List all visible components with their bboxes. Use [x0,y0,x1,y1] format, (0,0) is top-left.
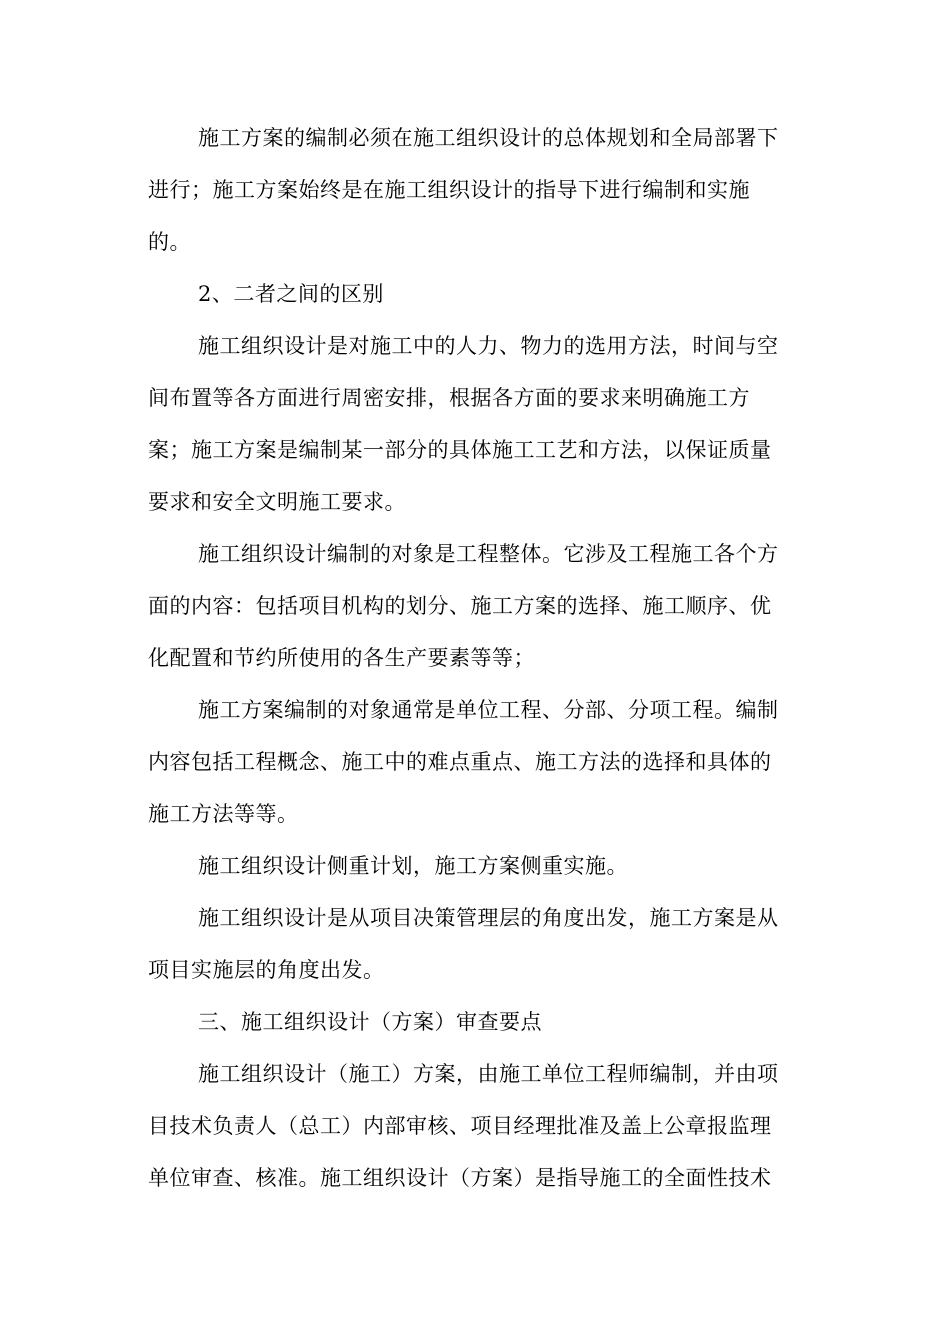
paragraph-line: 间布置等各方面进行周密安排，根据各方面的要求来明确施工方 [148,386,750,410]
paragraph-line: 的。 [148,230,191,254]
paragraph-line: 施工方案编制的对象通常是单位工程、分部、分项工程。编制 [198,698,779,722]
paragraph-line: 单位审查、核准。施工组织设计（方案）是指导施工的全面性技术 [148,1166,772,1190]
paragraph-line: 进行；施工方案始终是在施工组织设计的指导下进行编制和实施 [148,178,750,202]
paragraph-line: 施工组织设计是从项目决策管理层的角度出发，施工方案是从 [198,906,779,930]
paragraph-line: 面的内容：包括项目机构的划分、施工方案的选择、施工顺序、优 [148,594,772,618]
paragraph-line: 目技术负责人（总工）内部审核、项目经理批准及盖上公章报监理 [148,1114,772,1138]
paragraph-line: 案；施工方案是编制某一部分的具体施工工艺和方法，以保证质量 [148,438,772,462]
paragraph-line: 施工组织设计是对施工中的人力、物力的选用方法，时间与空 [198,334,779,358]
paragraph-line: 施工组织设计（施工）方案，由施工单位工程师编制，并由项 [198,1062,779,1086]
paragraph-line: 施工方法等等。 [148,802,299,826]
paragraph-line: 化配置和节约所使用的各生产要素等等； [148,646,535,670]
paragraph-line: 项目实施层的角度出发。 [148,958,385,982]
section-heading: 三、施工组织设计（方案）审查要点 [198,1010,542,1034]
paragraph-line: 施工组织设计编制的对象是工程整体。它涉及工程施工各个方 [198,542,779,566]
paragraph-line: 施工组织设计侧重计划，施工方案侧重实施。 [198,854,628,878]
paragraph-line: 施工方案的编制必须在施工组织设计的总体规划和全局部署下 [198,126,779,150]
paragraph-line: 要求和安全文明施工要求。 [148,490,406,514]
paragraph-line: 内容包括工程概念、施工中的难点重点、施工方法的选择和具体的 [148,750,772,774]
section-heading: 2、二者之间的区别 [198,282,384,306]
